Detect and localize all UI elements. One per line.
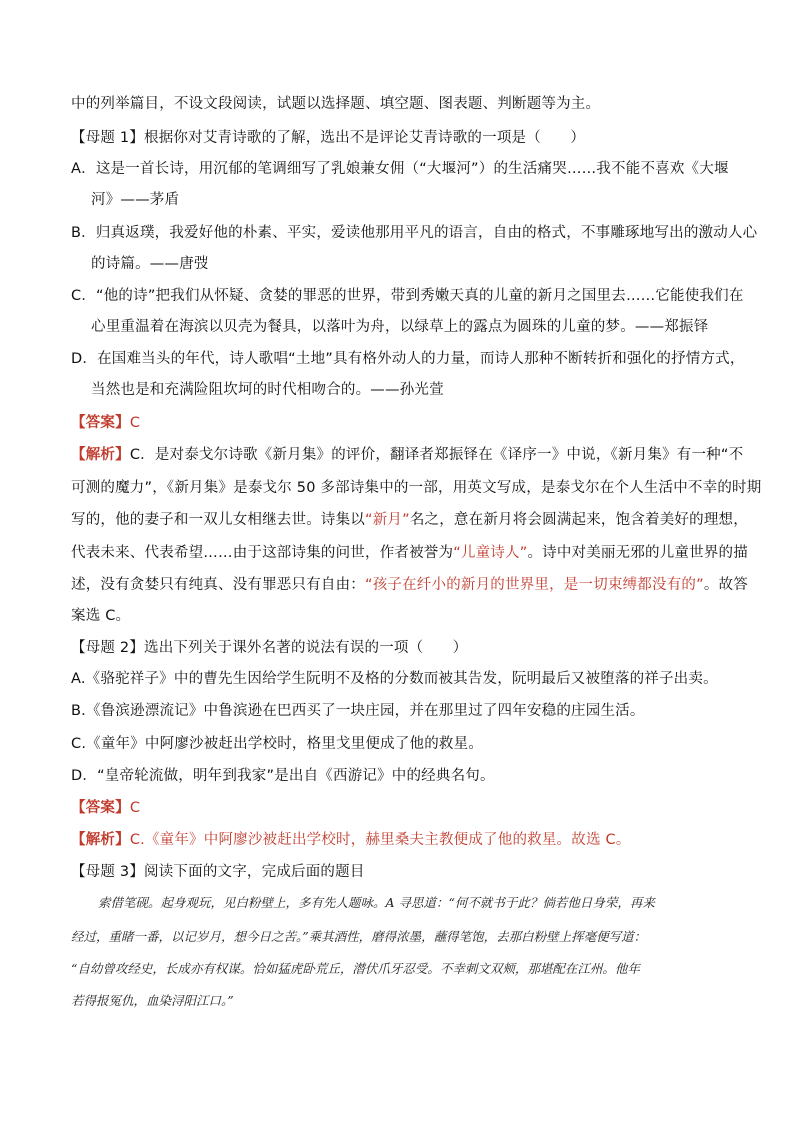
question-1-option-c: C．“他的诗”把我们从怀疑、贪婪的罪恶的世界，带到秀嫩天真的儿童的新月之国里去……它能使我们在 (71, 288, 744, 304)
question-2-stem: 【母题 2】选出下列关于课外名著的说法有误的一项（ ） (71, 640, 468, 656)
analysis-label: 【解析】 (71, 832, 130, 848)
answer-value: C (129, 800, 141, 816)
question-1-option-b-cont: 的诗篇。——唐弢 (91, 256, 209, 272)
analysis-text: 。故答 (703, 577, 748, 593)
answer-label: 【答案】 (71, 800, 130, 816)
question-2-option-c: C.《童年》中阿廖沙被赶出学校时，格里戈里便成了他的救星。 (71, 736, 484, 752)
intro-text: 中的列举篇目，不设文段阅读，试题以选择题、填空题、图表题、判断题等为主。 (71, 96, 601, 112)
passage-line-1: 索借笔砚。起身观玩，见白粉壁上，多有先人题咏。A 寻思道：“何不就书于此？倘若他日身荣，再来 (98, 895, 655, 910)
analysis-text: 。诗中对美丽无邪的儿童世界的描 (527, 545, 748, 561)
question-2-option-d: D．“皇帝轮流做，明年到我家”是出自《西游记》中的经典名句。 (71, 768, 495, 784)
highlighted-quote: “儿童诗人” (453, 545, 528, 561)
question-1-stem: 【母题 1】根据你对艾青诗歌的了解，选出不是评论艾青诗歌的一项是（ ） (71, 130, 586, 146)
analysis-text: 名之，意在新月将会圆满起来，饱含着美好的理想， (409, 512, 748, 528)
analysis-text: C.《童年》中阿廖沙被赶出学校时，赫里桑夫主教便成了他的救星。故选 C。 (129, 832, 631, 848)
passage-line-2: 经过，重睹一番，以记岁月，想今日之苦。”乘其酒性，磨得浓墨，蘸得笔饱，去那白粉壁上挥毫便写道： (71, 929, 647, 944)
question-1-option-b: B．归真返璞，我爱好他的朴素、平实，爱读他那用平凡的语言，自由的格式，不事雕琢地写出的激动人心 (71, 225, 758, 241)
passage-line-4: 若得报冤仇，血染浔阳江口。” (71, 993, 234, 1008)
highlighted-quote: “孩子在纤小的新月的世界里，是一切束缚都没有的” (365, 577, 704, 593)
question-1-option-d: D．在国难当头的年代，诗人歌唱“土地”具有格外动人的力量，而诗人那种不断转折和强化的抒情方式， (71, 351, 745, 367)
question-1-option-c-cont: 心里重温着在海滨以贝壳为餐具，以落叶为舟，以绿草上的露点为圆珠的儿童的梦。——郑振铎 (91, 319, 709, 335)
highlighted-quote: “新月” (365, 512, 410, 528)
question-1-option-d-cont: 当然也是和充满险阻坎坷的时代相吻合的。——孙光萱 (91, 382, 444, 398)
question-1-analysis-line-6: 案选 C。 (71, 608, 131, 624)
question-1-option-a-cont: 河》——茅盾 (91, 192, 180, 208)
passage-line-3: “自幼曾攻经史，长成亦有权谋。恰如猛虎卧荒丘，潜伏爪牙忍受。不幸刺文双颊，那堪配在江州。他年 (71, 961, 640, 976)
question-2-answer (71, 798, 140, 818)
analysis-label: 【解析】 (71, 447, 130, 463)
question-3-stem: 【母题 3】阅读下面的文字，完成后面的题目 (71, 864, 365, 880)
analysis-text: 述，没有贪婪只有纯真、没有罪恶只有自由： (71, 577, 365, 593)
question-2-option-b: B.《鲁滨逊漂流记》中鲁滨逊在巴西买了一块庄园，并在那里过了四年安稳的庄园生活。 (71, 703, 645, 719)
analysis-text: C．是对泰戈尔诗歌《新月集》的评价，翻译者郑振铎在《译序一》中说，《新月集》有一种“不 (129, 447, 744, 463)
answer-value: C (129, 415, 141, 431)
question-1-answer (71, 413, 140, 433)
question-1-analysis-line-3 (71, 510, 748, 530)
question-2-analysis (71, 830, 630, 850)
question-1-analysis-line-1 (71, 445, 743, 465)
question-1-analysis-line-2: 可测的魔力”，《新月集》是泰戈尔 50 多部诗集中的一部，用英文写成，是泰戈尔在个人生活中不幸的时期 (71, 480, 762, 496)
question-1-option-a: A．这是一首长诗，用沉郁的笔调细写了乳娘兼女佣（“大堰河”）的生活痛哭……我不能不喜欢《大堰 (71, 161, 729, 177)
question-1-analysis-line-4 (71, 543, 748, 563)
analysis-text: 代表未来、代表希望……由于这部诗集的问世，作者被誉为 (71, 545, 454, 561)
answer-label: 【答案】 (71, 415, 130, 431)
question-1-analysis-line-5 (71, 575, 748, 595)
analysis-text: 写的，他的妻子和一双儿女相继去世。诗集以 (71, 512, 365, 528)
question-2-option-a: A.《骆驼祥子》中的曹先生因给学生阮明不及格的分数而被其告发，阮明最后又被堕落的祥子出卖。 (71, 671, 718, 687)
